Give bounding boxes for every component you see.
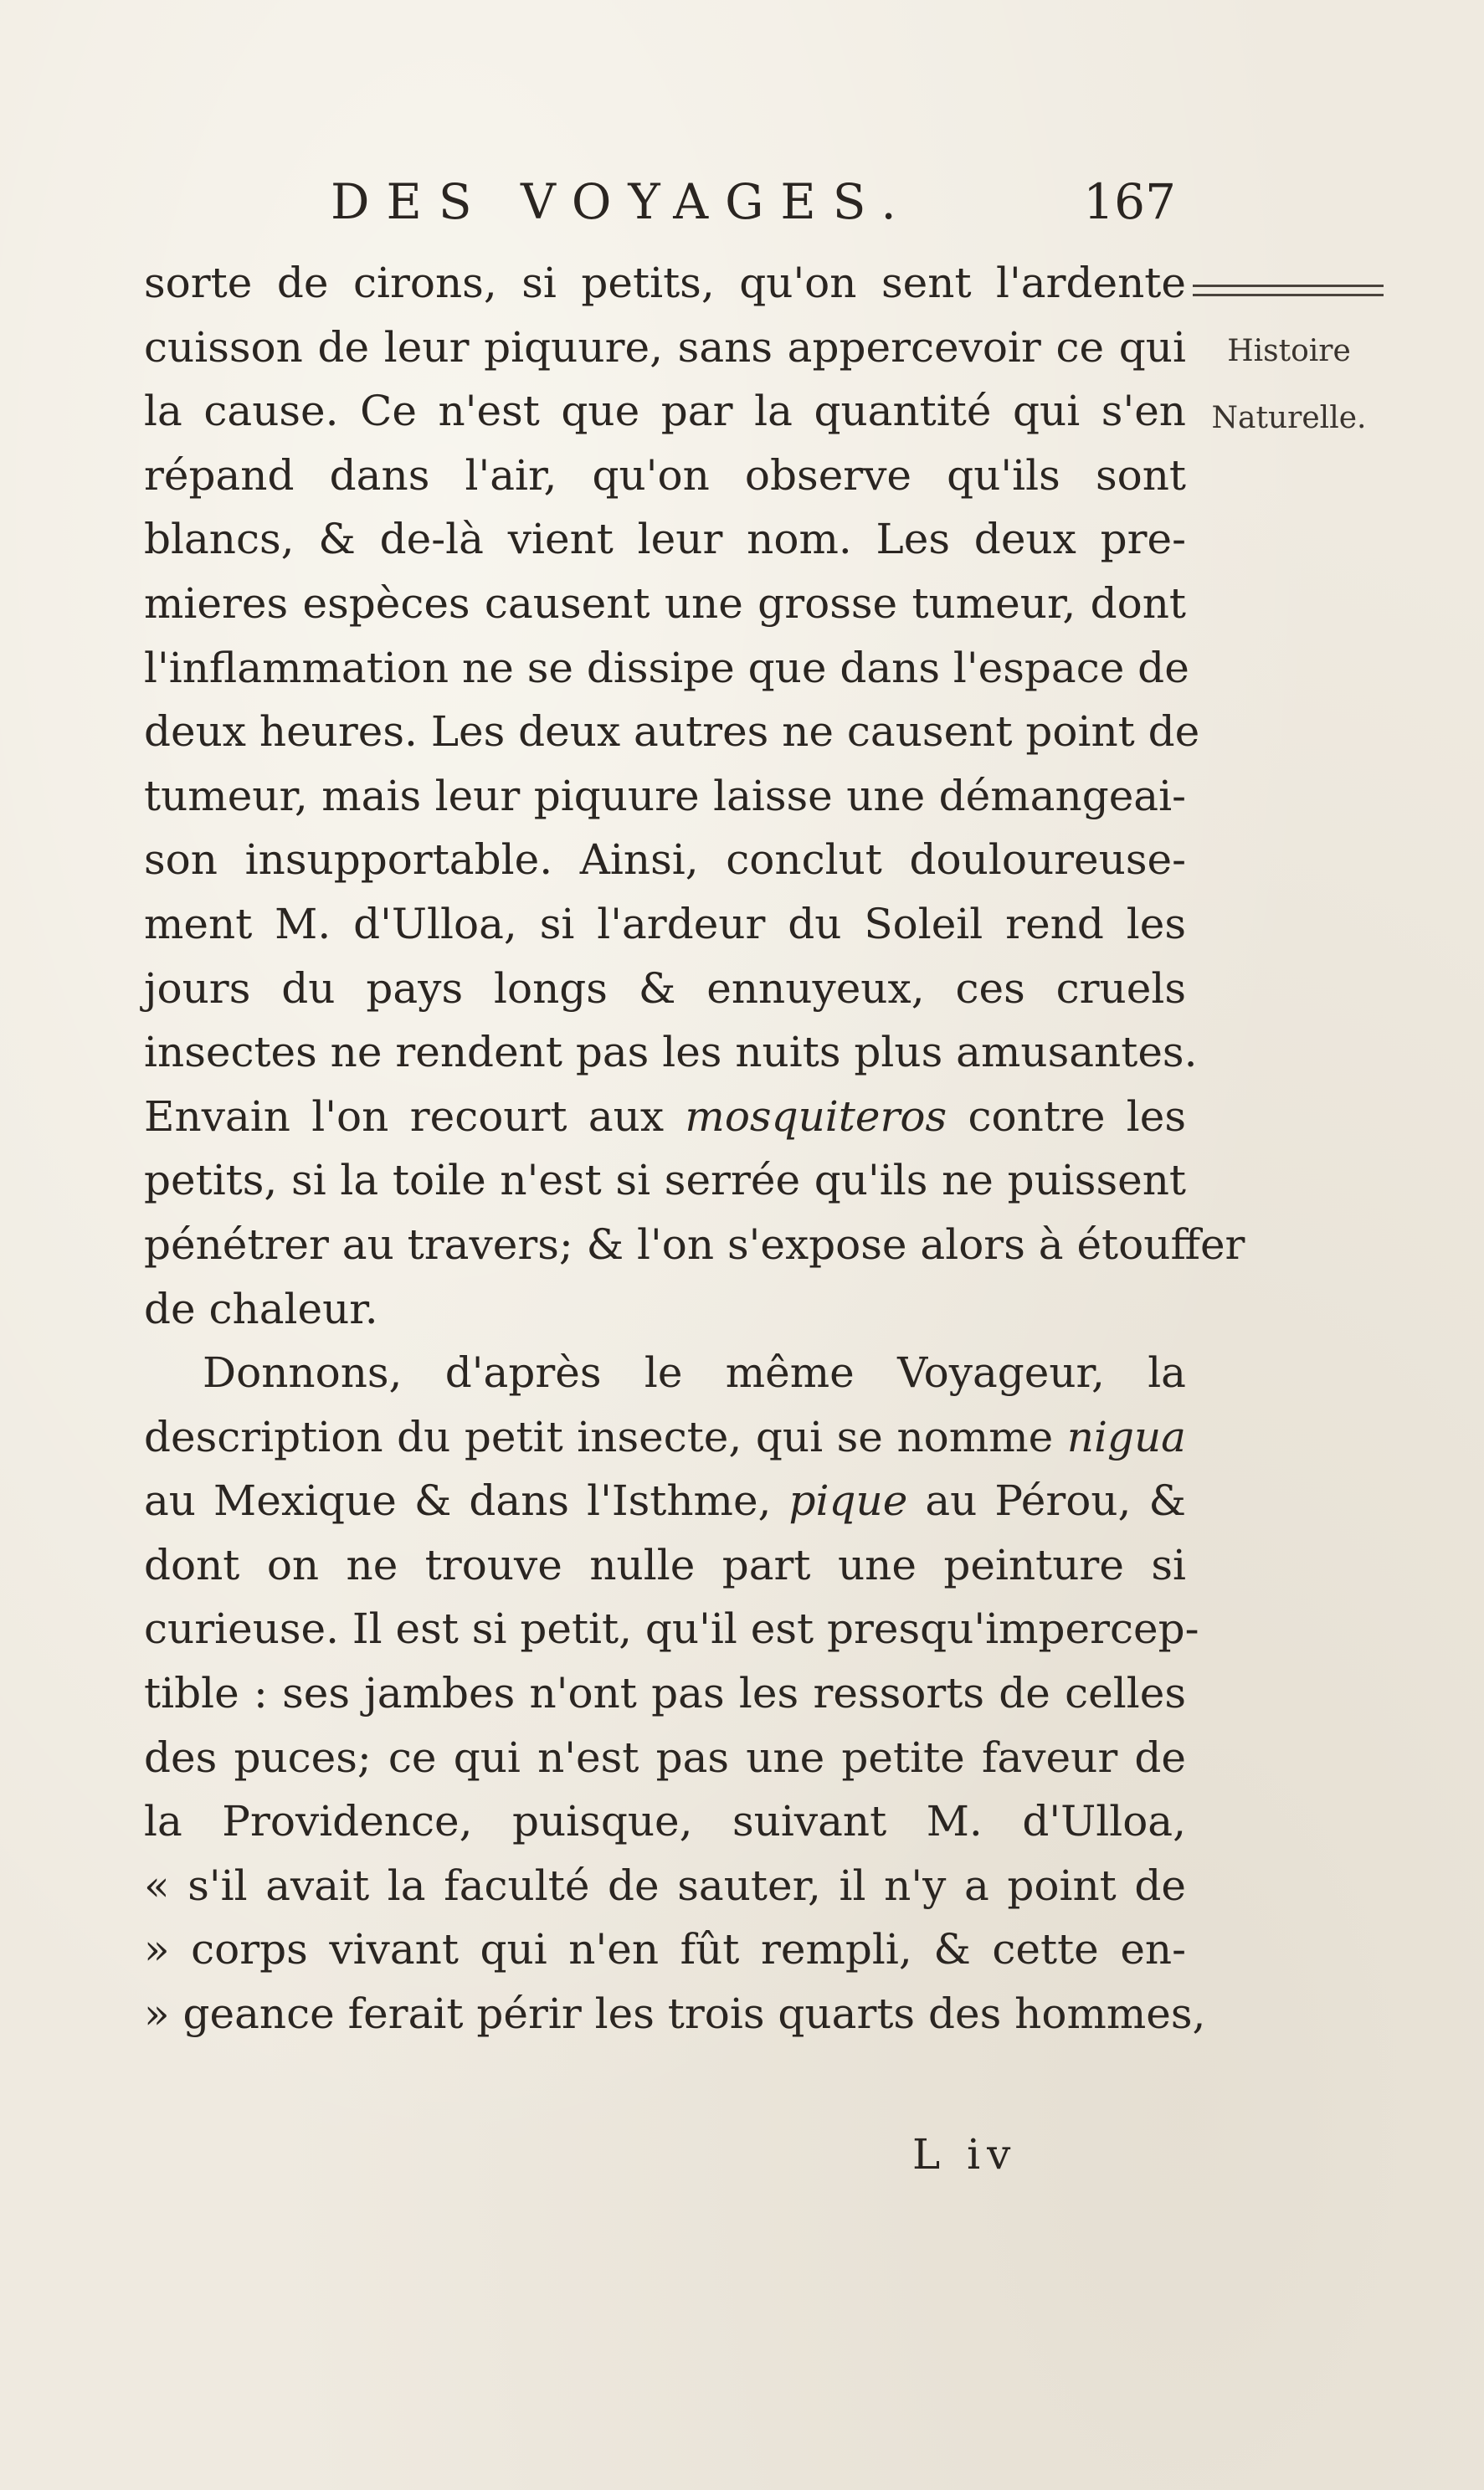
body-text (144, 251, 1245, 2046)
text-line: ment M. d'Ulloa, si l'ardeur du Soleil rend les (144, 899, 1186, 948)
text-line: » corps vivant qui n'en fût rempli, & cette en- (144, 1925, 1186, 1974)
text-line: la cause. Ce n'est que par la quantité qui s'en (144, 387, 1186, 436)
text-line: de chaleur. (144, 1284, 378, 1333)
italic-term: pique (788, 1476, 908, 1526)
text-line: l'inflammation ne se dissipe que dans l'espace de (144, 643, 1189, 692)
text-segment: au Mexique & dans l'Isthme, (144, 1476, 789, 1526)
text-line: sorte de cirons, si petits, qu'on sent l'ardente (144, 259, 1186, 307)
text-line: petits, si la toile n'est si serrée qu'ils ne puissent (144, 1156, 1186, 1205)
text-line: jours du pays longs & ennuyeux, ces cruels (144, 963, 1186, 1013)
marginal-note-line: Histoire (1227, 334, 1351, 368)
text-line (144, 1405, 1186, 1470)
text-line: curieuse. Il est si petit, qu'il est presqu'impercep- (144, 1604, 1199, 1654)
text-line: mieres espèces causent une grosse tumeur, dont (144, 578, 1186, 628)
text-line: répand dans l'air, qu'on observe qu'ils sont (144, 450, 1186, 500)
page-number: 167 (1083, 173, 1176, 230)
italic-term: mosquiteros (685, 1091, 947, 1141)
text-line: » geance ferait périr les trois quarts des hommes, (144, 1989, 1206, 2039)
marginal-rule (1193, 285, 1384, 296)
text-line: cuisson de leur piquure, sans appercevoir ce qui (144, 322, 1186, 372)
page-header (331, 164, 1176, 239)
text-line (144, 1085, 1186, 1149)
running-title: DES VOYAGES. (331, 173, 913, 230)
text-line: deux heures. Les deux autres ne causent point de (144, 707, 1200, 757)
text-line: insectes ne rendent pas les nuits plus amusantes. (144, 1028, 1198, 1077)
text-line: tible : ses jambes n'ont pas les ressorts de celles (144, 1669, 1186, 1718)
text-line: dont on ne trouve nulle part une peinture si (144, 1540, 1186, 1589)
text-line: « s'il avait la faculté de sauter, il n'y a point de (144, 1861, 1186, 1910)
text-segment: Envain l'on recourt aux (144, 1091, 686, 1141)
paragraph-start-line: Donnons, d'après le même Voyageur, la (203, 1348, 1186, 1398)
marginal-note (1189, 318, 1389, 452)
catchword: L iv (912, 2130, 1018, 2179)
text-line (144, 1469, 1186, 1533)
text-line: pénétrer au travers; & l'on s'expose alors à étouffer (144, 1219, 1245, 1269)
text-segment: description du petit insecte, qui se nomme (144, 1412, 1067, 1461)
text-line: son insupportable. Ainsi, conclut douloureuse- (144, 835, 1186, 885)
text-line: la Providence, puisque, suivant M. d'Ulloa, (144, 1797, 1186, 1846)
text-line: blancs, & de-là vient leur nom. Les deux pre- (144, 515, 1186, 564)
text-line: des puces; ce qui n'est pas une petite faveur de (144, 1733, 1186, 1782)
text-segment: contre les (947, 1091, 1186, 1141)
text-segment: au Pérou, & (907, 1476, 1186, 1526)
italic-term: nigua (1066, 1412, 1186, 1461)
text-line: tumeur, mais leur piquure laisse une démangeai- (144, 771, 1186, 820)
marginal-note-line: Naturelle. (1211, 401, 1367, 435)
